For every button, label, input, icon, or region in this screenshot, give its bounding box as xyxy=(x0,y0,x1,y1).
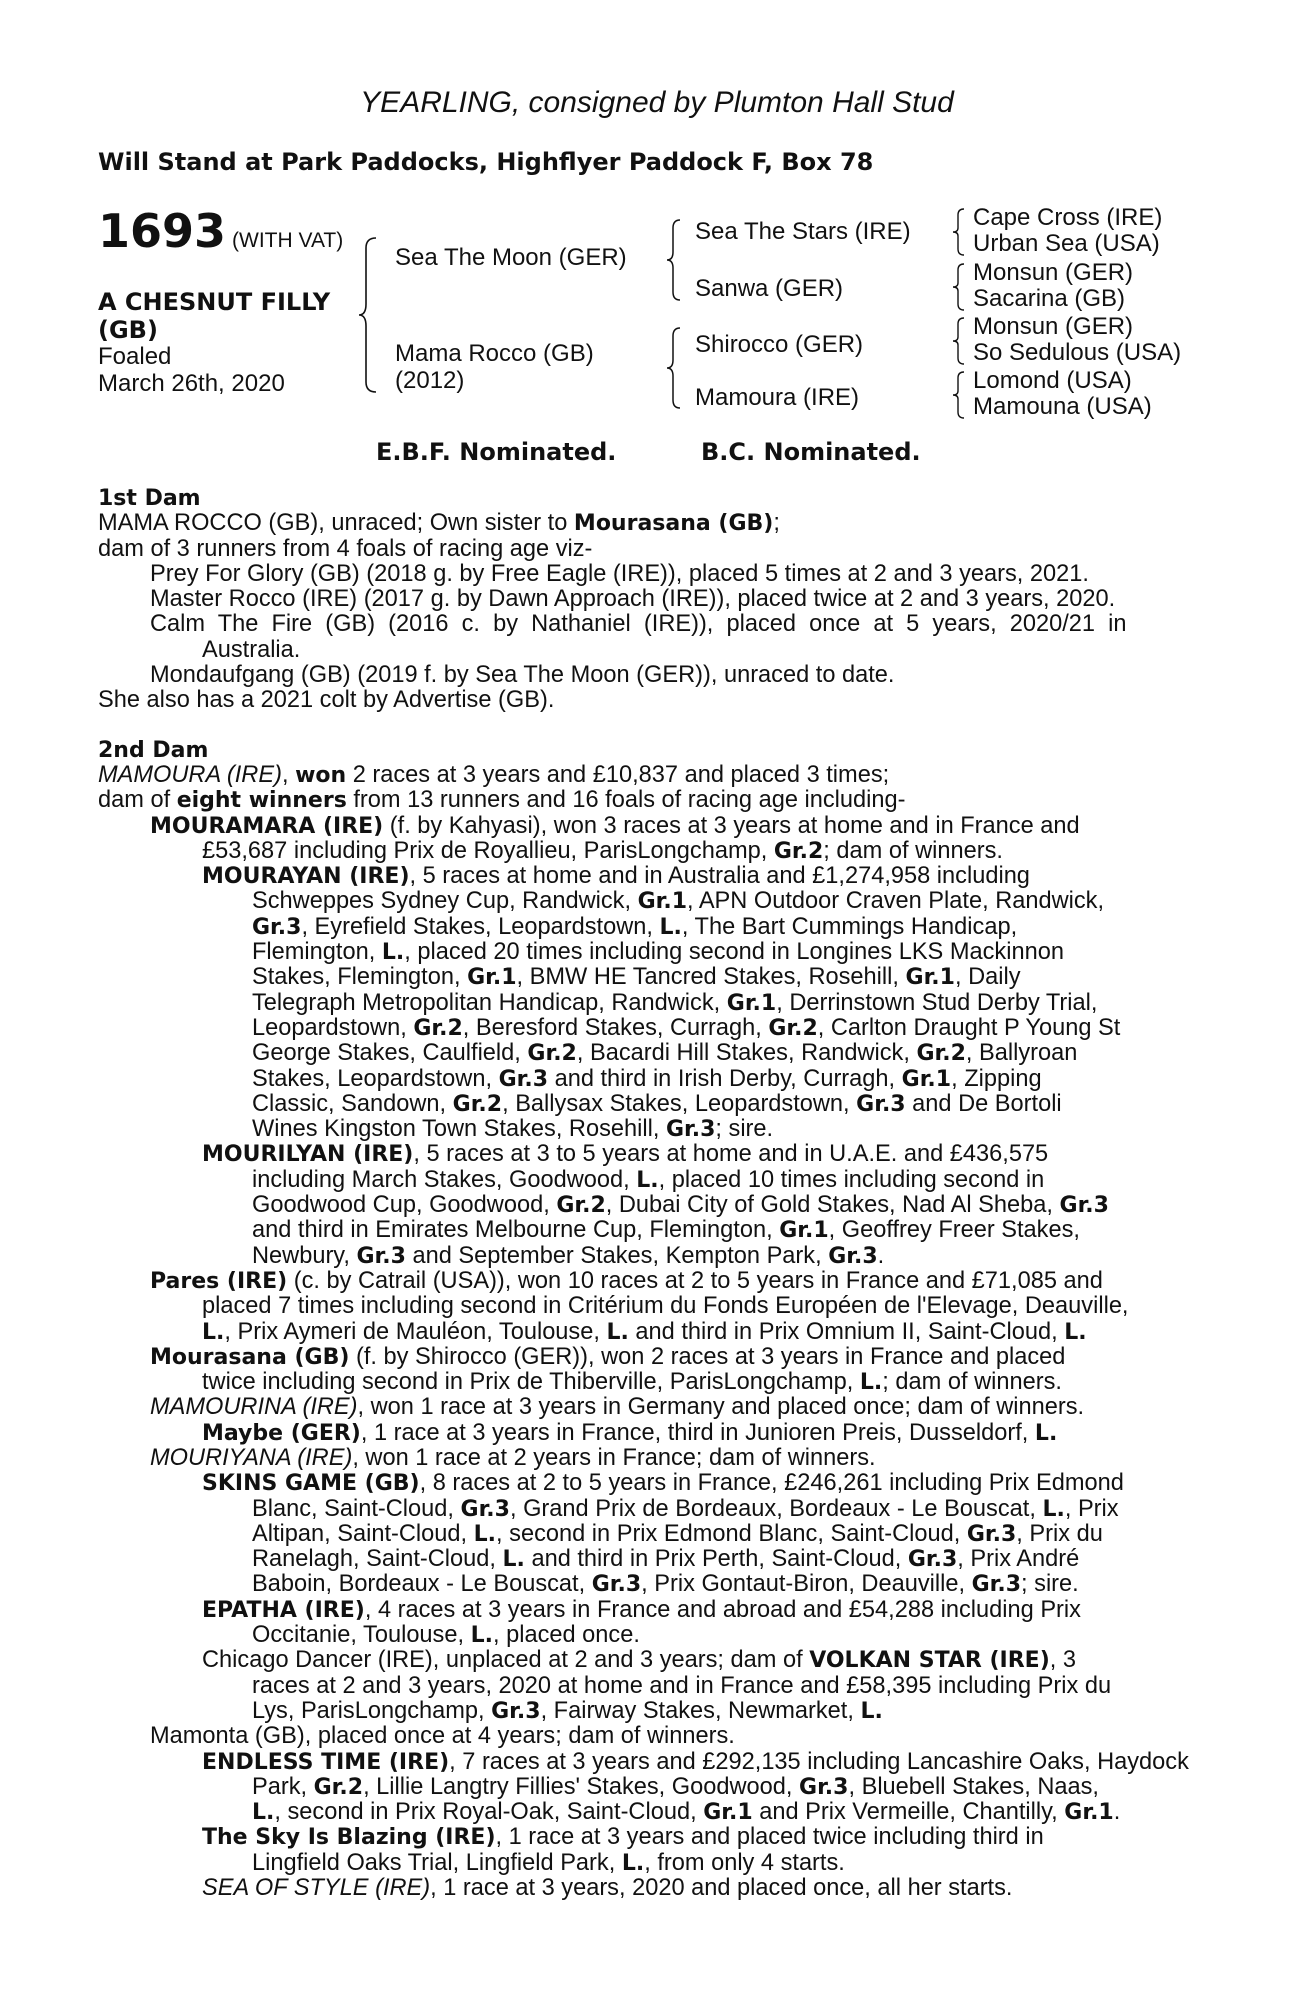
first-dam-progeny: Mondaufgang (GB) (2019 f. by Sea The Moon (GER)), unraced to date. xyxy=(150,662,895,689)
first-dam-progeny: Calm The Fire (GB) (2016 c. by Nathaniel (IRE)), placed once at 5 years, 2020/21 in xyxy=(150,611,1127,638)
pedigree-sire: Sea The Moon (GER) xyxy=(395,244,627,271)
produce-entry: Stakes, Flemington, Gr.1, BMW HE Tancred Stakes, Rosehill, Gr.1, Daily xyxy=(252,964,1021,991)
produce-entry: Ranelagh, Saint-Cloud, L. and third in Prix Perth, Saint-Cloud, Gr.3, Prix André xyxy=(252,1546,1080,1573)
produce-entry: Telegraph Metropolitan Handicap, Randwick, Gr.1, Derrinstown Stud Derby Trial, xyxy=(252,989,1098,1016)
produce-entry: The Sky Is Blazing (IRE), 1 race at 3 years and placed twice including third in xyxy=(202,1824,1044,1851)
produce-entry: races at 2 and 3 years, 2020 at home and in France and £58,395 including Prix du xyxy=(252,1672,1112,1699)
lot-number: 1693 xyxy=(98,204,227,258)
second-dam-line: MAMOURA (IRE), won 2 races at 3 years and £10,837 and placed 3 times; xyxy=(98,761,890,788)
pedigree-dam-sire: Shirocco (GER) xyxy=(695,331,864,358)
produce-entry: Chicago Dancer (IRE), unplaced at 2 and 3 years; dam of VOLKAN STAR (IRE), 3 xyxy=(202,1647,1076,1674)
second-dam-heading: 2nd Dam xyxy=(98,737,209,763)
first-dam-line: dam of 3 runners from 4 foals of racing age viz- xyxy=(98,535,593,562)
pedigree-g7: Lomond (USA) xyxy=(973,367,1132,394)
first-dam-progeny: Prey For Glory (GB) (2018 g. by Free Eagle (IRE)), placed 5 times at 2 and 3 years, 2021. xyxy=(150,560,1089,587)
pedigree-g1: Cape Cross (IRE) xyxy=(973,204,1163,231)
pedigree-g4: Sacarina (GB) xyxy=(973,285,1126,312)
pedigree-dam-year: (2012) xyxy=(395,367,465,394)
produce-entry: and third in Emirates Melbourne Cup, Flemington, Gr.1, Geoffrey Freer Stakes, xyxy=(252,1217,1080,1244)
pedigree-brace-g3 xyxy=(952,316,968,366)
produce-entry: twice including second in Prix de Thiberville, ParisLongchamp, L.; dam of winners. xyxy=(202,1369,1062,1396)
produce-entry: MOURAMARA (IRE) (f. by Kahyasi), won 3 races at 3 years at home and in France and xyxy=(150,812,1080,839)
pedigree-sire-sire: Sea The Stars (IRE) xyxy=(695,218,911,245)
lot-country: (GB) xyxy=(98,316,158,344)
produce-entry: including March Stakes, Goodwood, L., placed 10 times including second in xyxy=(252,1166,1045,1193)
pedigree-dam: Mama Rocco (GB) xyxy=(395,340,594,367)
produce-entry: placed 7 times including second in Critérium du Fonds Européen de l'Elevage, Deauville, xyxy=(202,1293,1129,1320)
pedigree-brace-g4 xyxy=(952,370,968,420)
produce-entry: Lys, ParisLongchamp, Gr.3, Fairway Stakes, Newmarket, L. xyxy=(252,1697,883,1724)
catalogue-body xyxy=(98,486,1203,1901)
produce-entry: Flemington, L., placed 20 times including second in Longines LKS Mackinnon xyxy=(252,939,1064,966)
produce-entry: Classic, Sandown, Gr.2, Ballysax Stakes, Leopardstown, Gr.3 and De Bortoli xyxy=(252,1090,1062,1117)
produce-entry: Goodwood Cup, Goodwood, Gr.2, Dubai City of Gold Stakes, Nad Al Sheba, Gr.3 xyxy=(252,1192,1109,1219)
foaled-label: Foaled xyxy=(98,343,172,370)
pedigree-g6: So Sedulous (USA) xyxy=(973,339,1182,366)
pedigree-brace-dam xyxy=(666,326,686,410)
produce-entry: Lingfield Oaks Trial, Lingfield Park, L., from only 4 starts. xyxy=(252,1849,845,1876)
produce-entry: SKINS GAME (GB), 8 races at 2 to 5 years in France, £246,261 including Prix Edmond xyxy=(202,1470,1124,1497)
lot-vat: (WITH VAT) xyxy=(232,229,344,252)
produce-entry: MOURIYANA (IRE), won 1 race at 2 years in France; dam of winners. xyxy=(150,1444,876,1471)
lot-description: A CHESNUT FILLY xyxy=(98,288,331,316)
produce-entry: Pares (IRE) (c. by Catrail (USA)), won 10 races at 2 to 5 years in France and £71,085 and xyxy=(150,1267,1103,1294)
pedigree-brace-g2 xyxy=(952,262,968,312)
produce-entry: MOURILYAN (IRE), 5 races at 3 to 5 years at home and in U.A.E. and £436,575 xyxy=(202,1141,1049,1168)
produce-entry: SEA OF STYLE (IRE), 1 race at 3 years, 2020 and placed once, all her starts. xyxy=(202,1875,1013,1902)
pedigree-g3: Monsun (GER) xyxy=(973,259,1134,286)
produce-entry: Park, Gr.2, Lillie Langtry Fillies' Stakes, Goodwood, Gr.3, Bluebell Stakes, Naas, xyxy=(252,1773,1099,1800)
produce-entry: Schweppes Sydney Cup, Randwick, Gr.1, APN Outdoor Craven Plate, Randwick, xyxy=(252,888,1105,915)
produce-entry: L., second in Prix Royal-Oak, Saint-Cloud, Gr.1 and Prix Vermeille, Chantilly, Gr.1. xyxy=(252,1799,1121,1826)
first-dam-heading: 1st Dam xyxy=(98,486,201,511)
produce-entry: EPATHA (IRE), 4 races at 3 years in France and abroad and £54,288 including Prix xyxy=(202,1596,1081,1623)
pedigree-brace-g1 xyxy=(952,207,968,257)
first-dam-line: MAMA ROCCO (GB), unraced; Own sister to Mourasana (GB); xyxy=(98,510,780,537)
produce-entry: Altipan, Saint-Cloud, L., second in Prix Edmond Blanc, Saint-Cloud, Gr.3, Prix du xyxy=(252,1520,1103,1547)
produce-entry: MAMOURINA (IRE), won 1 race at 3 years in Germany and placed once; dam of winners. xyxy=(150,1394,1085,1421)
pedigree-brace-sire xyxy=(666,218,686,302)
produce-entry: ENDLESS TIME (IRE), 7 races at 3 years and £292,135 including Lancashire Oaks, Haydock xyxy=(202,1748,1189,1775)
produce-entry: Occitanie, Toulouse, L., placed once. xyxy=(252,1622,640,1649)
bc-nomination: B.C. Nominated. xyxy=(701,438,921,466)
foaled-date: March 26th, 2020 xyxy=(98,370,285,397)
second-dam-line: dam of eight winners from 13 runners and 16 foals of racing age including- xyxy=(98,787,906,814)
produce-entry: £53,687 including Prix de Royallieu, ParisLongchamp, Gr.2; dam of winners. xyxy=(202,837,1003,864)
produce-entry: Wines Kingston Town Stakes, Rosehill, Gr.3; sire. xyxy=(252,1116,774,1143)
produce-entry: L., Prix Aymeri de Mauléon, Toulouse, L. and third in Prix Omnium II, Saint-Cloud, L. xyxy=(202,1318,1087,1345)
produce-entry: Stakes, Leopardstown, Gr.3 and third in Irish Derby, Curragh, Gr.1, Zipping xyxy=(252,1065,1042,1092)
produce-entry: Leopardstown, Gr.2, Beresford Stakes, Curragh, Gr.2, Carlton Draught P Young St xyxy=(252,1014,1121,1041)
ebf-nomination: E.B.F. Nominated. xyxy=(376,438,617,466)
produce-entry: MOURAYAN (IRE), 5 races at home and in Australia and £1,274,958 including xyxy=(202,863,1030,890)
pedigree-dam-dam: Mamoura (IRE) xyxy=(695,384,860,411)
location-line: Will Stand at Park Paddocks, Highflyer Paddock F, Box 78 xyxy=(98,148,874,176)
produce-entry: Maybe (GER), 1 race at 3 years in France, third in Junioren Preis, Dusseldorf, L. xyxy=(202,1419,1058,1446)
pedigree-sire-dam: Sanwa (GER) xyxy=(695,275,844,302)
produce-entry: George Stakes, Caulfield, Gr.2, Bacardi Hill Stakes, Randwick, Gr.2, Ballyroan xyxy=(252,1040,1078,1067)
first-dam-progeny: Australia. xyxy=(202,636,301,663)
first-dam-progeny: Master Rocco (IRE) (2017 g. by Dawn Approach (IRE)), placed twice at 2 and 3 years, 2020. xyxy=(150,586,1116,613)
lot-header xyxy=(98,204,343,258)
produce-entry: Gr.3, Eyrefield Stakes, Leopardstown, L., The Bart Cummings Handicap, xyxy=(252,913,1018,940)
pedigree-brace-main xyxy=(358,236,388,394)
pedigree-g8: Mamouna (USA) xyxy=(973,393,1152,420)
produce-entry: Mamonta (GB), placed once at 4 years; dam of winners. xyxy=(150,1723,735,1750)
produce-entry: Mourasana (GB) (f. by Shirocco (GER)), won 2 races at 3 years in France and placed xyxy=(150,1343,1066,1370)
pedigree-g2: Urban Sea (USA) xyxy=(973,230,1160,257)
produce-entry: Newbury, Gr.3 and September Stakes, Kempton Park, Gr.3. xyxy=(252,1242,885,1269)
consignor-line: YEARLING, consigned by Plumton Hall Stud xyxy=(360,86,954,119)
produce-entry: Baboin, Bordeaux - Le Bouscat, Gr.3, Prix Gontaut-Biron, Deauville, Gr.3; sire. xyxy=(252,1571,1079,1598)
pedigree-g5: Monsun (GER) xyxy=(973,313,1134,340)
first-dam-line: She also has a 2021 colt by Advertise (GB). xyxy=(98,687,555,714)
produce-entry: Blanc, Saint-Cloud, Gr.3, Grand Prix de Bordeaux, Bordeaux - Le Bouscat, L., Prix xyxy=(252,1495,1119,1522)
